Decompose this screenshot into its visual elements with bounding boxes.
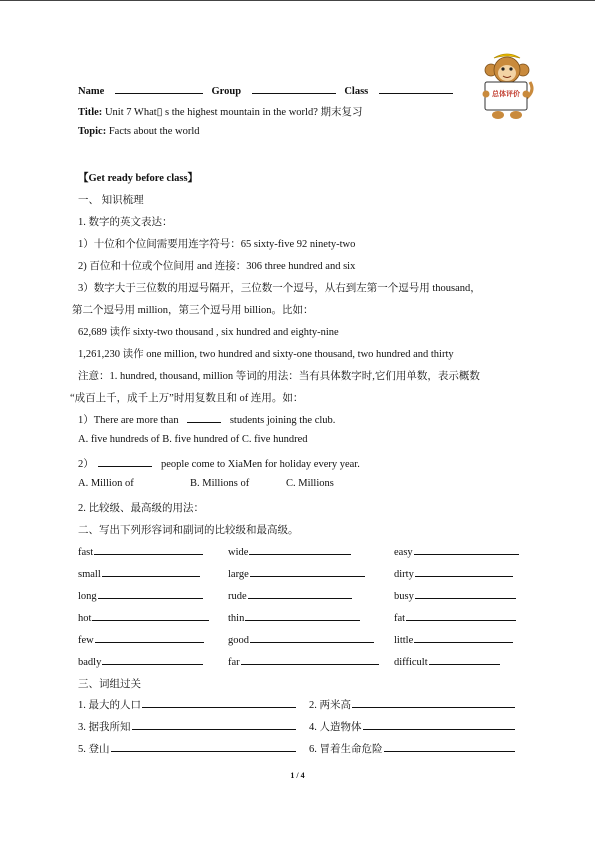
adjective-item	[394, 588, 516, 602]
adjective-row	[78, 654, 548, 668]
question-2	[78, 456, 360, 471]
phrase-item	[309, 719, 515, 734]
answer-blank[interactable]	[102, 566, 201, 577]
phrase-text: 1. 最大的人口	[78, 700, 141, 711]
answer-blank[interactable]	[241, 654, 380, 665]
paragraph-10: 2. 比较级、最高级的用法：	[78, 503, 204, 514]
answer-blank[interactable]	[94, 544, 203, 555]
phrase-item	[78, 719, 296, 734]
adjective-word: dirty	[394, 569, 414, 580]
adjective-row	[78, 632, 548, 646]
paragraph-6: 62,689 读作 sixty-two thousand , six hundred and eighty-nine	[78, 327, 339, 338]
part-one-heading: 一、 知识梳理	[78, 195, 144, 206]
adjective-word: far	[228, 657, 240, 668]
paragraph-9: “成百上千，成千上万”时用复数且和 of 连用。如：	[70, 393, 304, 404]
answer-blank[interactable]	[384, 741, 515, 752]
adjective-item	[228, 544, 351, 558]
answer-blank[interactable]	[414, 544, 519, 555]
adjective-item	[228, 566, 365, 580]
top-rule	[0, 0, 595, 1]
phrase-text: 4. 人造物体	[309, 722, 362, 733]
paragraph-1: 1. 数字的英文表达：	[78, 217, 173, 228]
adjective-word: busy	[394, 591, 414, 602]
adjective-word: fat	[394, 613, 406, 624]
adjective-item	[394, 610, 516, 624]
question-2-stem: people come to XiaMen for holiday every year.	[161, 459, 360, 470]
answer-blank[interactable]	[132, 719, 296, 730]
adjective-item	[228, 588, 352, 602]
answer-blank[interactable]	[95, 632, 205, 643]
group-blank[interactable]	[252, 83, 336, 94]
adjective-item	[394, 654, 500, 668]
answer-blank[interactable]	[98, 588, 203, 599]
question-2-option-a: A. Million of	[78, 478, 134, 489]
paragraph-7: 1,261,230 读作 one million, two hundred and sixty-one thousand, two hundred and thirty	[78, 349, 454, 360]
phrase-text: 5. 登山	[78, 744, 110, 755]
topic-line	[78, 126, 200, 137]
title-label: Title:	[78, 107, 103, 118]
answer-blank[interactable]	[102, 654, 203, 665]
answer-blank[interactable]	[111, 741, 296, 752]
adjective-word: small	[78, 569, 101, 580]
stamp-label: 总体评价	[492, 90, 520, 98]
part-three-heading: 三、词组过关	[78, 679, 141, 690]
adjective-word: easy	[394, 547, 413, 558]
adjective-word: difficult	[394, 657, 428, 668]
phrase-item	[309, 697, 515, 712]
adjective-word: badly	[78, 657, 102, 668]
paragraph-4: 3）数字大于三位数的用逗号隔开，三位数一个逗号，从右到左第一个逗号用 thousand，	[78, 283, 481, 294]
adjective-item	[78, 610, 209, 624]
answer-blank[interactable]	[414, 632, 513, 643]
answer-blank[interactable]	[245, 610, 360, 621]
class-label: Class	[344, 86, 369, 97]
paragraph-5: 第二个逗号用 million，第三个逗号用 billion。比如：	[72, 305, 314, 316]
group-label: Group	[211, 86, 242, 97]
question-2-blank[interactable]	[98, 456, 152, 467]
adjective-row	[78, 610, 548, 624]
adjective-row	[78, 566, 548, 580]
adjective-item	[78, 544, 203, 558]
answer-blank[interactable]	[415, 588, 516, 599]
phrase-text: 3. 据我所知	[78, 722, 131, 733]
topic-label: Topic:	[78, 126, 107, 137]
name-label: Name	[78, 86, 105, 97]
adjective-item	[394, 632, 513, 646]
paragraph-3: 2) 百位和十位或个位间用 and 连接：306 three hundred and six	[78, 261, 356, 272]
answer-blank[interactable]	[248, 588, 352, 599]
adjective-word: hot	[78, 613, 92, 624]
answer-blank[interactable]	[406, 610, 516, 621]
phrase-row	[78, 741, 548, 755]
question-1-stem-start: 1）There are more than	[78, 415, 179, 426]
page-number: 1 / 4	[290, 771, 305, 780]
paragraph-2: 1）十位和个位间需要用连字符号：65 sixty-five 92 ninety-two	[78, 239, 356, 250]
answer-blank[interactable]	[249, 544, 351, 555]
phrase-item	[78, 697, 296, 712]
adjective-item	[78, 588, 203, 602]
class-blank[interactable]	[379, 83, 453, 94]
answer-blank[interactable]	[142, 697, 296, 708]
adjective-item	[394, 544, 519, 558]
adjective-word: rude	[228, 591, 247, 602]
adjective-item	[228, 654, 379, 668]
question-1-blank[interactable]	[187, 412, 221, 423]
question-1	[78, 412, 335, 427]
adjective-word: large	[228, 569, 249, 580]
question-1-options: A. five hundreds of B. five hundred of C. five hundred	[78, 434, 308, 445]
section-heading: 【Get ready before class】	[78, 173, 199, 184]
adjective-word: long	[78, 591, 97, 602]
name-blank[interactable]	[115, 83, 203, 94]
answer-blank[interactable]	[250, 632, 374, 643]
adjective-word: good	[228, 635, 249, 646]
phrase-item	[309, 741, 515, 756]
adjective-item	[78, 632, 204, 646]
phrase-item	[78, 741, 296, 756]
title-text: Unit 7 What▯ s the highest mountain in the world? 期末复习	[104, 107, 363, 118]
adjective-word: thin	[228, 613, 245, 624]
adjective-word: fast	[78, 547, 94, 558]
question-2-option-b: B. Millions of	[190, 478, 250, 489]
phrase-row	[78, 719, 548, 733]
name-field	[78, 83, 453, 97]
adjective-item	[394, 566, 513, 580]
adjective-item	[228, 610, 360, 624]
adjective-row	[78, 544, 548, 558]
title-line	[78, 104, 363, 119]
phrase-text: 2. 两米高	[309, 700, 351, 711]
adjective-row	[78, 588, 548, 602]
adjective-item	[78, 566, 200, 580]
question-2-number: 2）	[78, 459, 94, 470]
adjective-word: few	[78, 635, 94, 646]
monkey-evaluation-stamp	[478, 52, 536, 122]
adjective-word: wide	[228, 547, 249, 558]
answer-blank[interactable]	[250, 566, 366, 577]
topic-text: Facts about the world	[108, 126, 200, 137]
adjective-item	[78, 654, 203, 668]
answer-blank[interactable]	[352, 697, 515, 708]
answer-blank[interactable]	[92, 610, 209, 621]
adjective-word: little	[394, 635, 414, 646]
paragraph-8: 注意：1. hundred, thousand, million 等词的用法：当有具体数字时,它们用单数，表示概数	[78, 371, 480, 382]
phrase-row	[78, 697, 548, 711]
part-two-heading: 二、写出下列形容词和副词的比较级和最高级。	[78, 525, 299, 536]
answer-blank[interactable]	[415, 566, 514, 577]
question-1-stem-end: students joining the club.	[229, 415, 336, 426]
answer-blank[interactable]	[363, 719, 515, 730]
phrase-text: 6. 冒着生命危险	[309, 744, 383, 755]
answer-blank[interactable]	[429, 654, 501, 665]
adjective-item	[228, 632, 374, 646]
question-2-option-c: C. Millions	[286, 478, 334, 489]
